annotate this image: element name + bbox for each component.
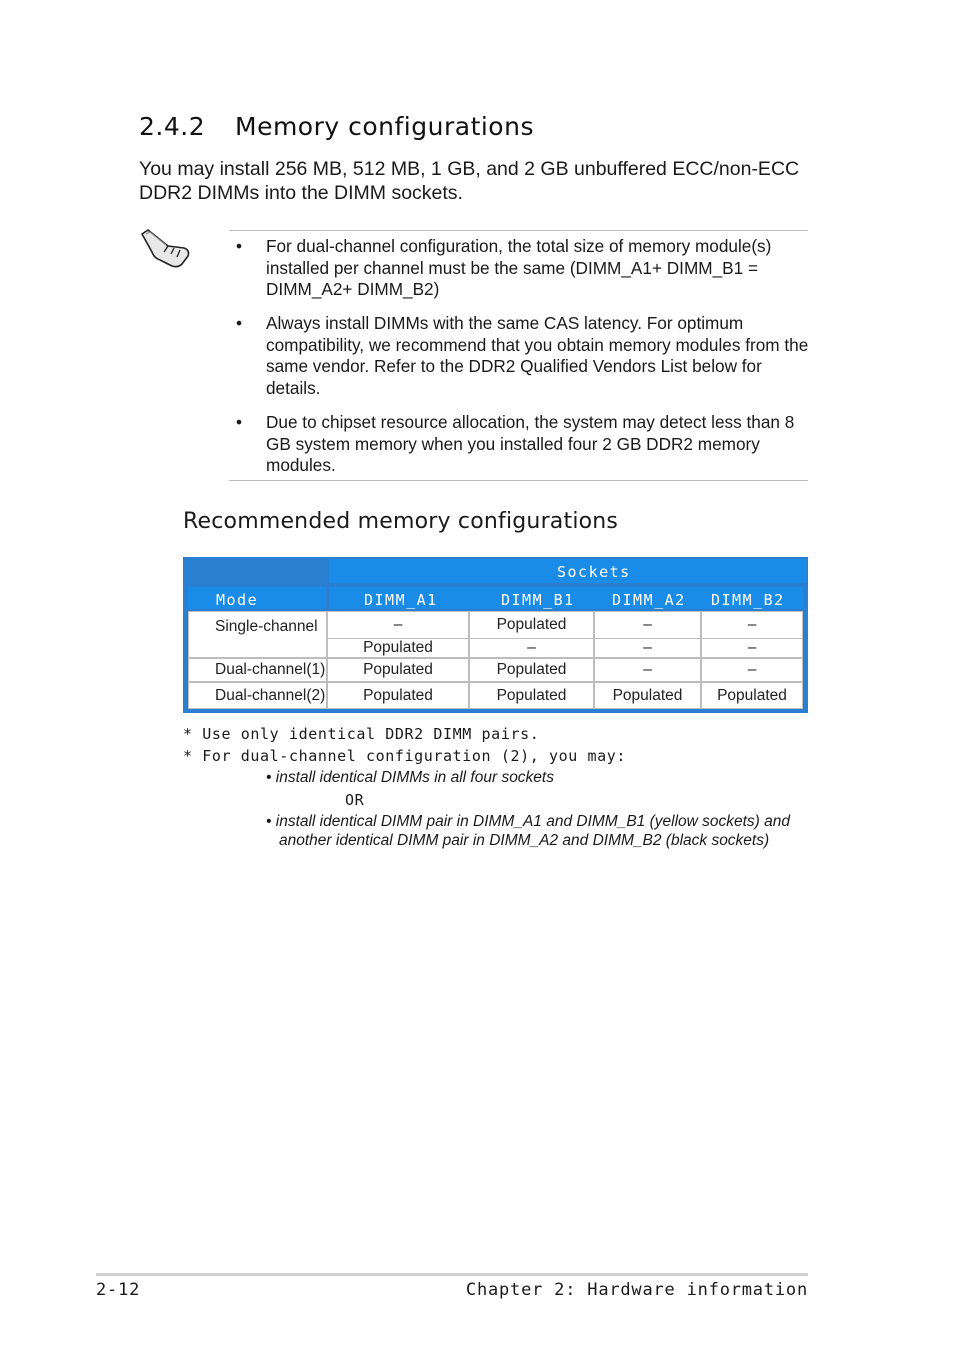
- table-cell: Populated: [470, 612, 593, 638]
- memory-config-table: [183, 557, 808, 713]
- mode-header: Mode: [216, 591, 259, 609]
- table-cell: Populated: [470, 659, 593, 681]
- table-cell: Populated: [470, 683, 593, 708]
- table-cell: –: [702, 659, 802, 681]
- section-title: Memory configurations: [235, 112, 534, 141]
- option-2: • install identical DIMM pair in DIMM_A1 and DIMM_B1 (yellow sockets) and: [266, 813, 791, 830]
- table-cell: –: [702, 639, 802, 657]
- note-item: • Due to chipset resource allocation, the system may detect less than 8 GB system memory when you installed four 2 GB DDR2 memory modules.: [236, 412, 795, 476]
- pointing-hand-icon: [138, 226, 194, 270]
- mode-cell: Single-channel: [189, 612, 326, 657]
- note-bottom-rule: [229, 480, 808, 481]
- mode-cell: Dual-channel(1): [189, 659, 326, 681]
- table-cell: –: [702, 612, 802, 638]
- section-heading: [139, 112, 534, 141]
- footer-rule: [96, 1273, 808, 1276]
- dimm-b1-header: DIMM_B1: [501, 591, 575, 609]
- table-cell: –: [328, 612, 468, 638]
- table-note-1: * Use only identical DDR2 DIMM pairs.: [183, 725, 540, 743]
- note-list: [232, 236, 810, 489]
- option-2-continued: another identical DIMM pair in DIMM_A2 and DIMM_B2 (black sockets): [279, 832, 770, 849]
- dimm-a1-header: DIMM_A1: [364, 591, 438, 609]
- table-cell: –: [595, 612, 700, 638]
- table-cell: Populated: [702, 683, 802, 708]
- mode-cell: Dual-channel(2): [189, 683, 326, 708]
- table-cell: Populated: [595, 683, 700, 708]
- sockets-header: Sockets: [557, 563, 631, 581]
- table-cell: –: [595, 639, 700, 657]
- dimm-b2-header: DIMM_B2: [711, 591, 785, 609]
- chapter-title: Chapter 2: Hardware information: [465, 1280, 808, 1300]
- section-number: 2.4.2: [139, 112, 206, 141]
- page-number: 2-12: [96, 1280, 141, 1300]
- note-item: • For dual-channel configuration, the total size of memory module(s) installed per channel must be the same (DIMM_A1+ DIMM_B1 = DIMM_A2+ DIMM_B2): [236, 236, 772, 300]
- table-cell: Populated: [328, 659, 468, 681]
- option-1: • install identical DIMMs in all four sockets: [266, 769, 554, 786]
- subsection-title: Recommended memory configurations: [183, 509, 619, 534]
- note-top-rule: [229, 230, 808, 231]
- table-note-2: * For dual-channel configuration (2), you may:: [183, 747, 627, 765]
- or-separator: OR: [345, 791, 365, 809]
- table-cell: –: [470, 639, 593, 657]
- table-cell: Populated: [328, 639, 468, 657]
- intro-paragraph: You may install 256 MB, 512 MB, 1 GB, and 2 GB unbuffered ECC/non-ECC DDR2 DIMMs into the DIMM sockets.: [139, 158, 800, 204]
- dimm-a2-header: DIMM_A2: [612, 591, 686, 609]
- table-cell: –: [595, 659, 700, 681]
- table-cell: Populated: [328, 683, 468, 708]
- note-item: • Always install DIMMs with the same CAS latency. For optimum compatibility, we recommend that you obtain memory modules from the same vendor. Refer to the DDR2 Qualified Vendors List below for details.: [236, 313, 809, 399]
